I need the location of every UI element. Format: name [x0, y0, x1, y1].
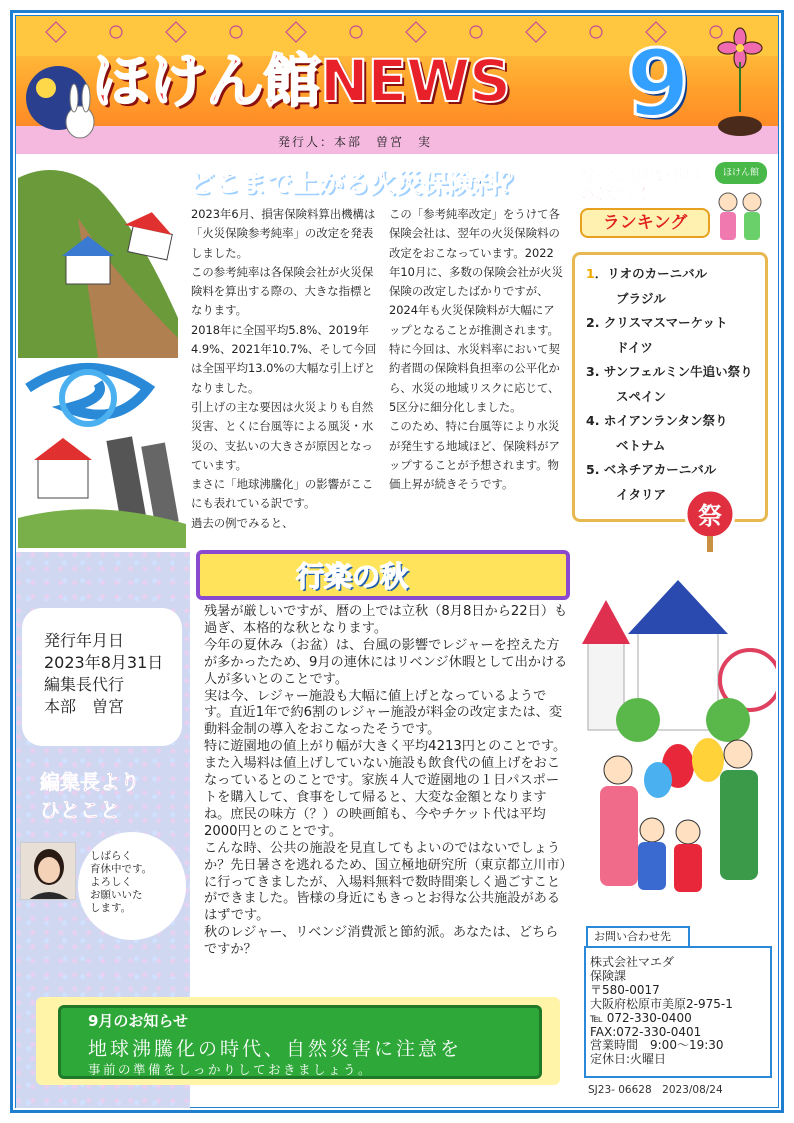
publisher-line: 発行人：本部 曽宮 実	[278, 135, 433, 149]
editor-role: 編集長代行	[44, 675, 125, 694]
fire-col2-p1: この「参考純率改定」をうけて各保険会社は、翌年の火災保険料の改定をおこなっています。2022年10月に、多数の保険会社が火災保険の改定したばかりですが、2024年も火災保険料が大幅にアップとなることが推測されます。	[389, 207, 563, 337]
ranking-item-4: 4. ホイアンランタン祭り	[586, 413, 728, 428]
editor-photo	[20, 842, 76, 900]
fire-article-col2	[389, 205, 563, 494]
editor-message-bubble: しばらく 育休中です。 よろしく お願いいた します。	[78, 832, 186, 940]
autumn-article-body	[204, 604, 570, 959]
fire-col1-p4: 引上げの主な要因は火災よりも自然災害、とくに台風等による風災・水災の、支払いの大きさが原因となっています。	[191, 399, 374, 472]
autumn-p3: 実は今、レジャー施設も大幅に値上げとなっているようです。直近1年で約6割のレジャー施設が料金の改定または、変動料金制の導入をおこなったそうです。	[204, 688, 563, 738]
ranking-item-1-country: ブラジル	[616, 290, 666, 306]
ranking-item-4-country: ベトナム	[616, 437, 666, 453]
notice-heading: 9月のお知らせ	[88, 1012, 188, 1030]
hokenkan-badge: ほけん館	[715, 162, 767, 184]
festival-kids-icon	[712, 188, 768, 252]
ranking-item-3: 3. サンフェルミン牛追い祭り	[586, 364, 753, 379]
fire-col2-p3: このため、特に台風等により水災が発生する地域ほど、保険料がアップすることが予想されます。物価上昇が続きそうです。	[389, 419, 560, 492]
fire-col1-p2: この参考純率は各保険会社が火災保険料を算出する際の、大きな指標となります。	[191, 264, 374, 318]
fire-col1-p6: 過去の例でみると、	[191, 515, 294, 530]
newsletter-title: ほけん館NEWS	[92, 47, 510, 115]
notice-sub-text: 事前の準備をしっかりしておきましょう。	[88, 1062, 374, 1077]
notice-main-text: 地球沸騰化の時代、自然災害に注意を	[88, 1038, 463, 1060]
fire-col2-p2: 特に今回は、水災料率において契約者間の保険料負担率の公平化から、水災の地域リスクに応じて、5区分に細分化しました。	[389, 342, 560, 414]
autumn-article-title: 行楽の秋	[296, 560, 409, 593]
address: 大阪府松原市美原2-975-1	[590, 996, 733, 1011]
fax: FAX:072-330-0401	[590, 1024, 702, 1039]
fire-col1-p5: まさに「地球沸騰化」の影響がここにも表れている訳です。	[191, 477, 374, 511]
ranking-item-2: 2. クリスマスマーケット	[586, 315, 728, 330]
autumn-p2: 今年の夏休み（お盆）は、台風の影響でレジャーを控えた方が多かったため、9月の連休にはリベンジ休暇として出かける人が多いとのことです。	[204, 637, 568, 687]
cosmos-cricket-icon	[700, 22, 778, 146]
fire-col1-p1: 2023年6月、損害保険料算出機構は「火災保険参考純率」の改定を発表しました。	[191, 207, 376, 260]
fire-col1-p3: 2018年に全国平均5.8%、2019年4.9%、2021年10.7%、そして今回は全国平均13.0%の大幅な引上げとなりました。	[191, 322, 377, 395]
contact-label: お問い合わせ先	[586, 926, 690, 948]
autumn-p1: 残暑が厳しいですが、暦の上では立秋（8月8日から22日）も過ぎ、本格的な秋となります。	[204, 604, 568, 636]
ranking-item-5: 5. ベネチアカーニバル	[586, 462, 717, 477]
autumn-p6: 秋のレジャー、リベンジ消費派と節約派。あなたは、どちらですか？	[204, 925, 559, 958]
ranking-heading: 行って観たい世界のお祭り！	[580, 166, 701, 203]
ranking-list	[586, 262, 770, 507]
autumn-p5: こんな時、公共の施設を見直してもよいのではないでしょうか？先日暑さを逃れるため、国立極地研究所（東京都立川市）に行ってきましたが、入場料無料で数時間楽しく過ごすことができました。皆様の身近にもきっとお得な公共施設があるはずです。	[204, 840, 567, 924]
fire-article-title: どこまで上がる火災保険料？	[188, 169, 527, 199]
ranking-banner: ランキング	[580, 208, 710, 238]
editor-message-heading: 編集長より ひとこと	[40, 770, 140, 822]
document-code: SJ23- 06628 2023/08/24	[588, 1084, 723, 1096]
phone: ℡ 072-330-0400	[590, 1010, 692, 1025]
ranking-item-2-country: ドイツ	[616, 339, 653, 355]
person-icon	[21, 843, 76, 900]
contact-box	[584, 946, 772, 1078]
ranking-item-1: 1．リオのカーニバル	[586, 266, 708, 281]
company-name: 株式会社マエダ	[590, 955, 675, 969]
editor-name: 本部 曽宮	[44, 697, 125, 716]
ranking-item-3-country: スペイン	[616, 388, 667, 404]
closed-day: 定休日:火曜日	[590, 1052, 667, 1067]
fire-article-col1	[191, 205, 379, 533]
postal-code: 〒580-0017	[590, 982, 660, 997]
fan-text: 祭	[698, 502, 722, 530]
autumn-p4: 特に遊園地の値上がり幅が大きく平均4213円とのことです。また入場料は値上げしていない施設も飲食代の値上げをおこなっているとのことです。家族４人で遊園地の１日パスポートを購入して、食事をして帰ると、大変な金額となりますね。庶民の味方（？）の映画館も、今やチケット代は平均2000円とのことです。	[204, 739, 567, 839]
disaster-illustration-icon	[18, 158, 186, 548]
department: 保険課	[590, 968, 627, 983]
issue-info-card	[22, 608, 182, 746]
festival-fan-icon	[680, 488, 740, 552]
issue-number: 9	[626, 30, 691, 137]
ranking-item-5-country: イタリア	[616, 486, 667, 502]
business-hours: 営業時間 9:00～19:30	[590, 1038, 724, 1053]
issue-info-label: 発行年月日	[44, 631, 125, 650]
amusement-park-family-icon	[578, 570, 776, 920]
issue-date: 2023年8月31日	[44, 653, 164, 672]
